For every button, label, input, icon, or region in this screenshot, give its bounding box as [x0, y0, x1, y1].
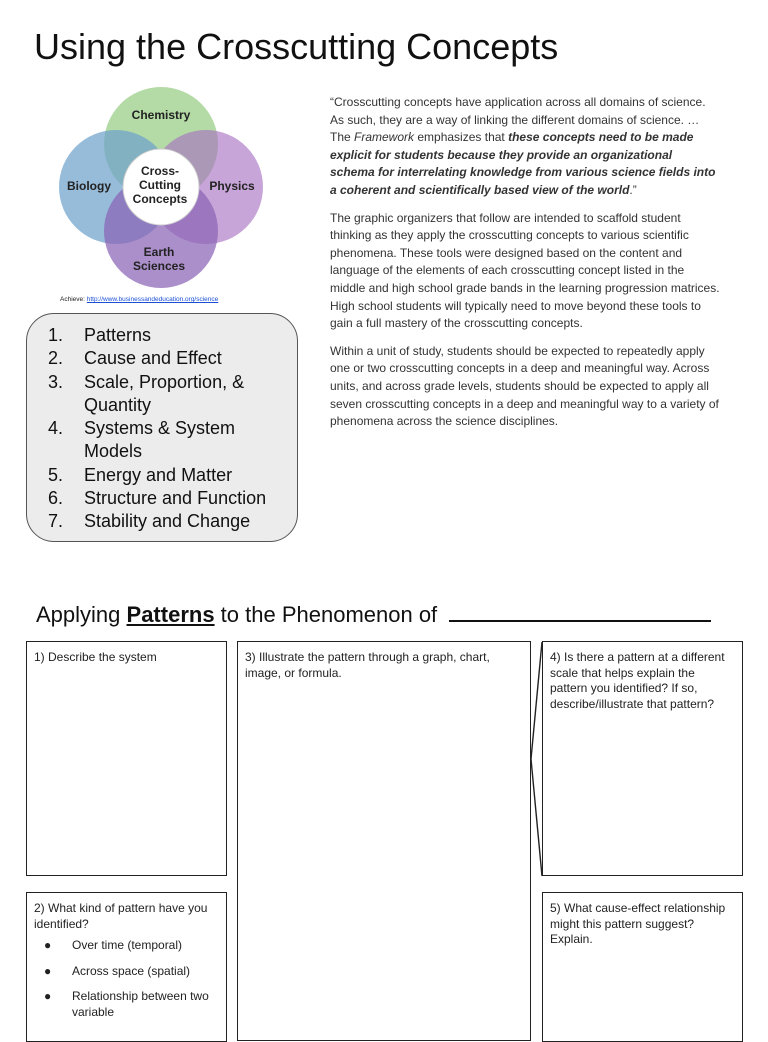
concept-item: Quantity — [84, 394, 152, 415]
describe-system-box[interactable] — [26, 641, 227, 876]
center-label-line-3: Concepts — [132, 192, 188, 206]
chemistry-label: Chemistry — [131, 108, 191, 122]
center-label-line-2: Cutting — [139, 178, 181, 192]
concept-item: 3. Scale, Proportion, & — [48, 371, 245, 392]
list-item: ● Across space (spatial) — [44, 963, 191, 978]
concept-list — [27, 314, 297, 534]
concept-item: 2. Cause and Effect — [48, 348, 222, 369]
concept-item: 6. Structure and Function — [48, 488, 267, 509]
describe-system-prompt: 1) Describe the system — [34, 650, 157, 664]
center-label-line-1: Cross- — [140, 164, 180, 178]
concept-item: 5. Energy and Matter — [48, 464, 233, 485]
framework-quote: “Crosscutting concepts have application across all domains of science. As such, they are a way of linking the different domains of science. … The Framework emphasizes that these concepts need to be made explicit for students because they provide an organizational schema for interrelating knowledge from various science fields into a coherent and scientifically based view of the world.” — [330, 95, 716, 197]
different-scale-prompt: 4) Is there a pattern at a different scale that helps explain the pattern you identified? If so, describe/illustrate that pattern? — [550, 650, 725, 711]
list-item: ● Relationship between two variable — [44, 989, 209, 1019]
cause-effect-box[interactable] — [542, 892, 743, 1042]
illustrate-pattern-box[interactable] — [237, 641, 531, 1041]
concept-item: 7. Stability and Change — [48, 511, 251, 532]
phenomenon-blank-line[interactable] — [449, 600, 711, 622]
concept-list-box — [26, 313, 298, 542]
page-title: Using the Crosscutting Concepts — [34, 26, 559, 67]
list-item: ● Over time (temporal) — [44, 938, 183, 952]
pattern-kind-box[interactable] — [26, 892, 227, 1042]
pattern-type-list — [34, 938, 219, 1020]
earth-sciences-label-line-2: Sciences — [132, 259, 186, 273]
crosscutting-venn-diagram — [55, 86, 267, 290]
biology-label: Biology — [67, 179, 111, 193]
illustrate-pattern-prompt: 3) Illustrate the pattern through a graph, chart, image, or formula. — [245, 650, 490, 680]
earth-sciences-label-line-1: Earth — [143, 245, 175, 259]
credit-prefix: Achieve: — [60, 296, 87, 303]
physics-label: Physics — [209, 179, 255, 193]
section-title: Applying Patterns to the Phenomenon of — [36, 600, 711, 628]
intro-text-column — [330, 94, 720, 441]
concept-item: 1. Patterns — [48, 325, 152, 345]
intro-paragraph-3: Within a unit of study, students should be expected to repeatedly apply one or two crosscutting concepts in a deep and meaningful way. Across units, and across grade levels, students should be expected to apply all seven crosscutting concepts in a deep and meaningful way to a variety of phenomena across the science disciplines. — [330, 343, 719, 429]
credit-link[interactable]: http://www.businessandeducation.org/science — [86, 296, 219, 303]
intro-paragraph-2: The graphic organizers that follow are intended to scaffold student thinking as they apply the crosscutting concepts to various scientific phenomena. These tools were designed based on the content and language of the elements of each crosscutting concept listed in the middle and high school grade bands in the learning progression matrices. High school students will typically need to move beyond these tools to gain a full mastery of the crosscutting concepts. — [330, 210, 720, 331]
pattern-kind-prompt: 2) What kind of pattern have you identified? — [34, 901, 208, 931]
cause-effect-prompt: 5) What cause-effect relationship might this pattern suggest? Explain. — [550, 901, 726, 946]
image-credit — [60, 296, 218, 303]
different-scale-box[interactable] — [542, 641, 743, 876]
concept-item: Models — [84, 441, 143, 462]
concept-item: 4. Systems & System — [48, 418, 236, 439]
